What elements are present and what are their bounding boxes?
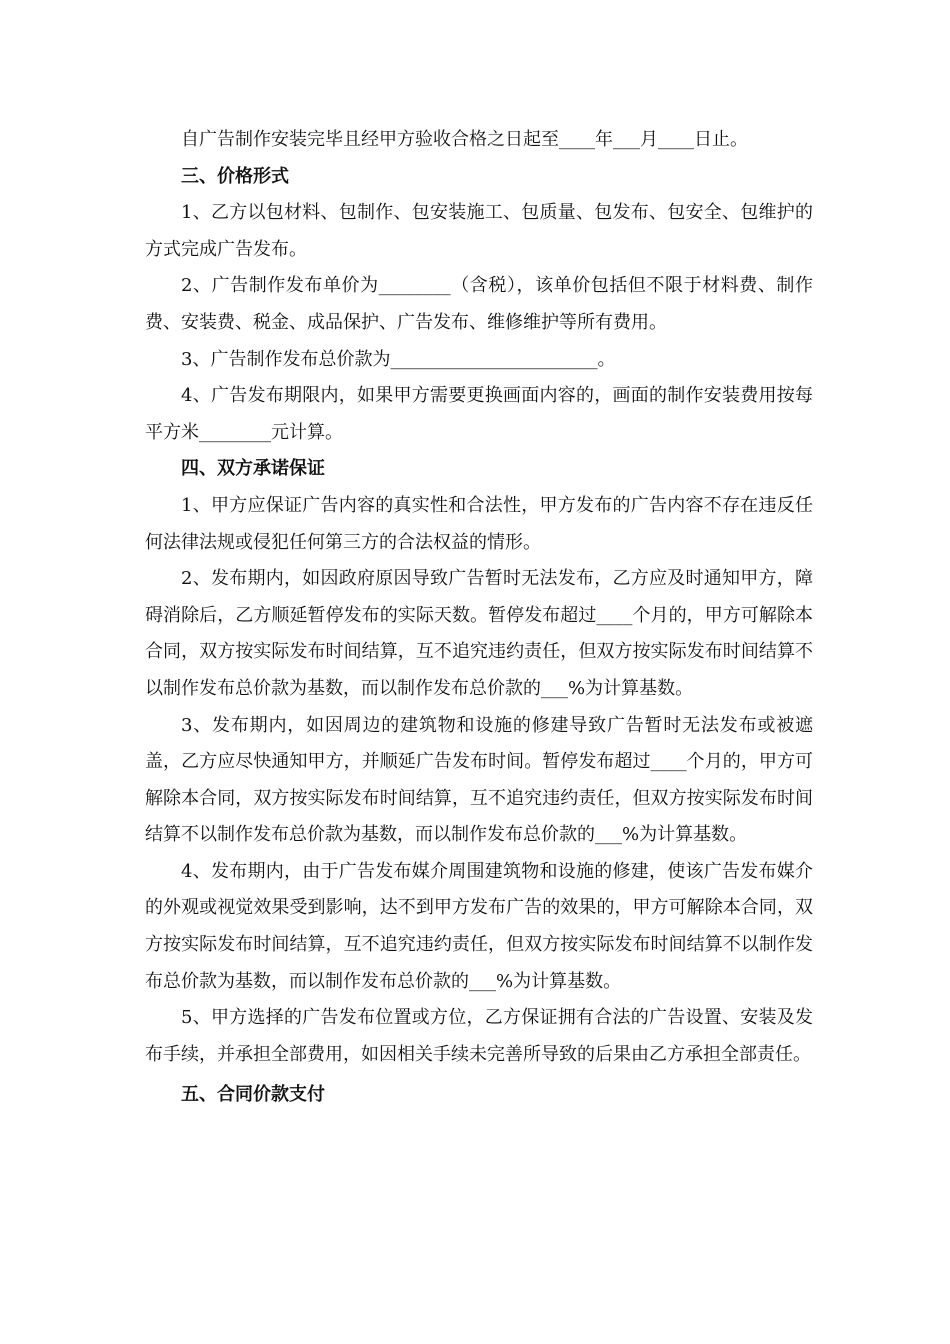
paragraph-guarantee-1: 1、甲方应保证广告内容的真实性和合法性，甲方发布的广告内容不存在违反任何法律法规或侵犯任何第三方的合法权益的情形。 [145,494,813,553]
paragraph-publish-period-end: 自广告制作安装完毕且经甲方验收合格之日起至____年___月____日止。 [181,129,748,150]
section-heading-payment: 五、合同价款支付 [181,1084,325,1106]
paragraph-price-1: 1、乙方以包材料、包制作、包安装施工、包质量、包发布、包安全、包维护的方式完成广告发布。 [145,202,813,260]
section-heading-price-form: 三、价格形式 [181,165,289,187]
paragraph-price-2: 2、广告制作发布单价为________（含税），该单价包括但不限于材料费、制作费、安装费、税金、成品保护、广告发布、维修维护等所有费用。 [145,275,813,333]
paragraph-guarantee-4: 4、发布期内，由于广告发布媒介周围建筑物和设施的修建，使该广告发布媒介的外观或视觉效果受到影响，达不到甲方发布广告的效果的，甲方可解除本合同，双方按实际发布时间结算，互不追究违约责任，但双方按实际发布时间结算不以制作发布总价款为基数，而以制作发布总价款的___%为计算基数。 [145,860,813,992]
paragraph-guarantee-2: 2、发布期内，如因政府原因导致广告暂时无法发布，乙方应及时通知甲方，障碍消除后，乙方顺延暂停发布的实际天数。暂停发布超过____个月的，甲方可解除本合同，双方按实际发布时间结算，互不追究违约责任，但双方按实际发布时间结算不以制作发布总价款为基数，而以制作发布总价款的___%为计算基数。 [145,568,813,699]
section-heading-guarantees: 四、双方承诺保证 [181,458,325,480]
document-body [145,122,813,1114]
paragraph-price-3: 3、广告制作发布总价款为_______________________。 [181,348,616,370]
paragraph-guarantee-5: 5、甲方选择的广告发布位置或方位，乙方保证拥有合法的广告设置、安装及发布手续，并承担全部费用，如因相关手续未完善所导致的后果由乙方承担全部责任。 [145,1007,813,1065]
paragraph-guarantee-3: 3、发布期内，如因周边的建筑物和设施的修建导致广告暂时无法发布或被遮盖，乙方应尽快通知甲方，并顺延广告发布时间。暂停发布超过____个月的，甲方可解除本合同，双方按实际发布时间结算，互不追究违约责任，但双方按实际发布时间结算不以制作发布总价款为基数，而以制作发布总价款的___%为计算基数。 [145,714,813,846]
paragraph-price-4: 4、广告发布期限内，如果甲方需要更换画面内容的，画面的制作安装费用按每平方米________元计算。 [145,385,813,443]
